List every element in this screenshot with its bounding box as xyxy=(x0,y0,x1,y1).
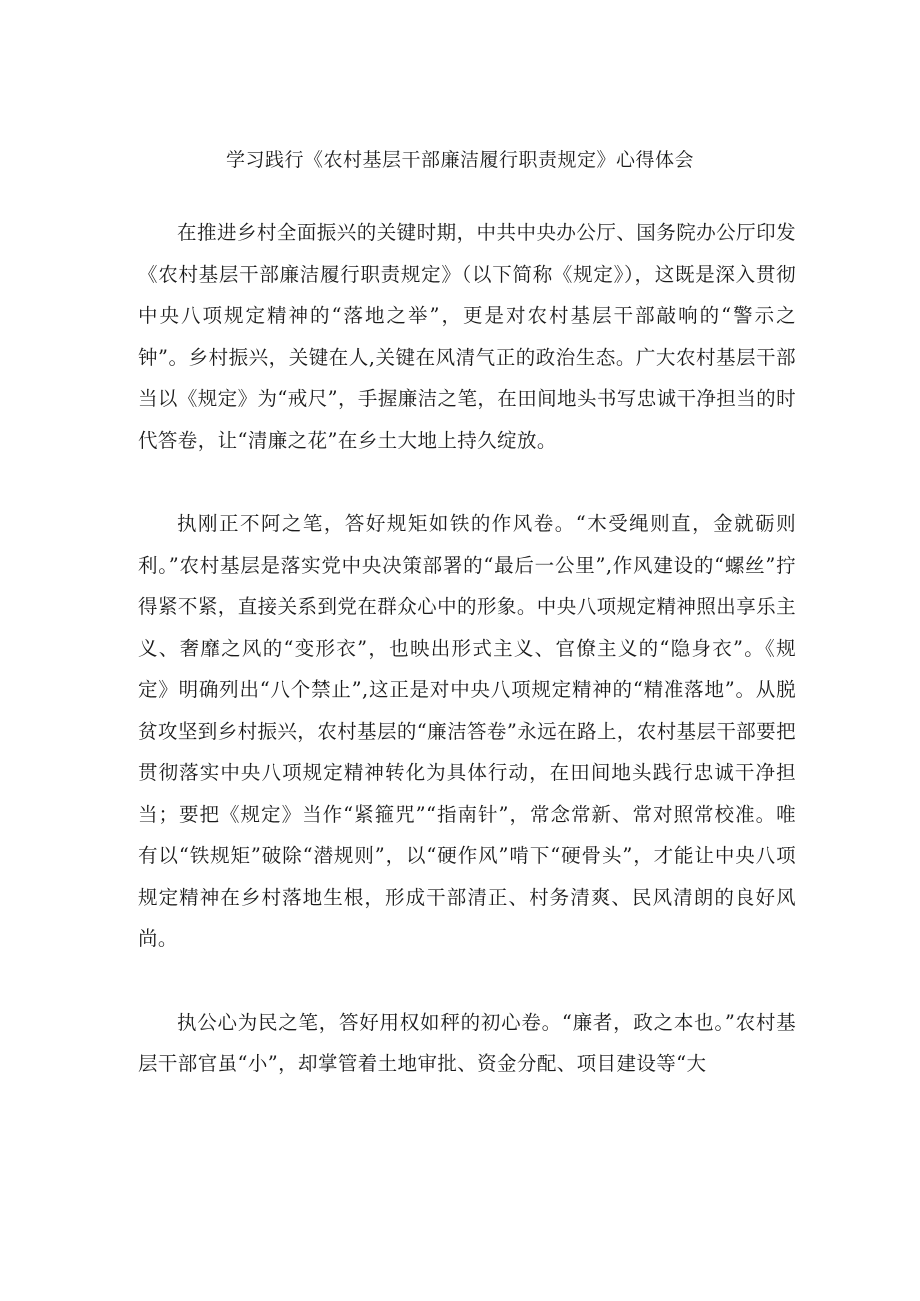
document-title: 学习践行《农村基层干部廉洁履行职责规定》心得体会 xyxy=(225,149,694,171)
document-body xyxy=(138,212,796,1127)
paragraph-1: 在推进乡村全面振兴的关键时期，中共中央办公厅、国务院办公厅印发《农村基层干部廉洁履行职责规定》（以下简称《规定》），这既是深入贯彻中央八项规定精神的“落地之举”，更是对农村基层干部敲响的“警示之钟”。乡村振兴，关键在人,关键在风清气正的政治生态。广大农村基层干部当以《规定》为“戒尺”，手握廉洁之笔，在田间地头书写忠诚干净担当的时代答卷，让“清廉之花”在乡土大地上持久绽放。 xyxy=(138,221,796,452)
paragraph-3: 执公心为民之笔，答好用权如秤的初心卷。“廉者，政之本也。”农村基层干部官虽“小”，却掌管着土地审批、资金分配、项目建设等“大 xyxy=(138,1010,796,1075)
paragraph-2: 执刚正不阿之笔，答好规矩如铁的作风卷。“木受绳则直，金就砺则利。”农村基层是落实党中央决策部署的“最后一公里”,作风建设的“螺丝”拧得紧不紧，直接关系到党在群众心中的形象。中央八项规定精神照出享乐主义、奢靡之风的“变形衣”，也映出形式主义、官僚主义的“隐身衣”。《规定》明确列出“八个禁止”,这正是对中央八项规定精神的“精准落地”。从脱贫攻坚到乡村振兴，农村基层的“廉洁答卷”永远在路上，农村基层干部要把贯彻落实中央八项规定精神转化为具体行动，在田间地头践行忠诚干净担当；要把《规定》当作“紧箍咒”“指南针”，常念常新、常对照常校准。唯有以“铁规矩”破除“潜规则”，以“硬作风”啃下“硬骨头”，才能让中央八项规定精神在乡村落地生根，形成干部清正、村务清爽、民风清朗的良好风尚。 xyxy=(138,512,796,950)
